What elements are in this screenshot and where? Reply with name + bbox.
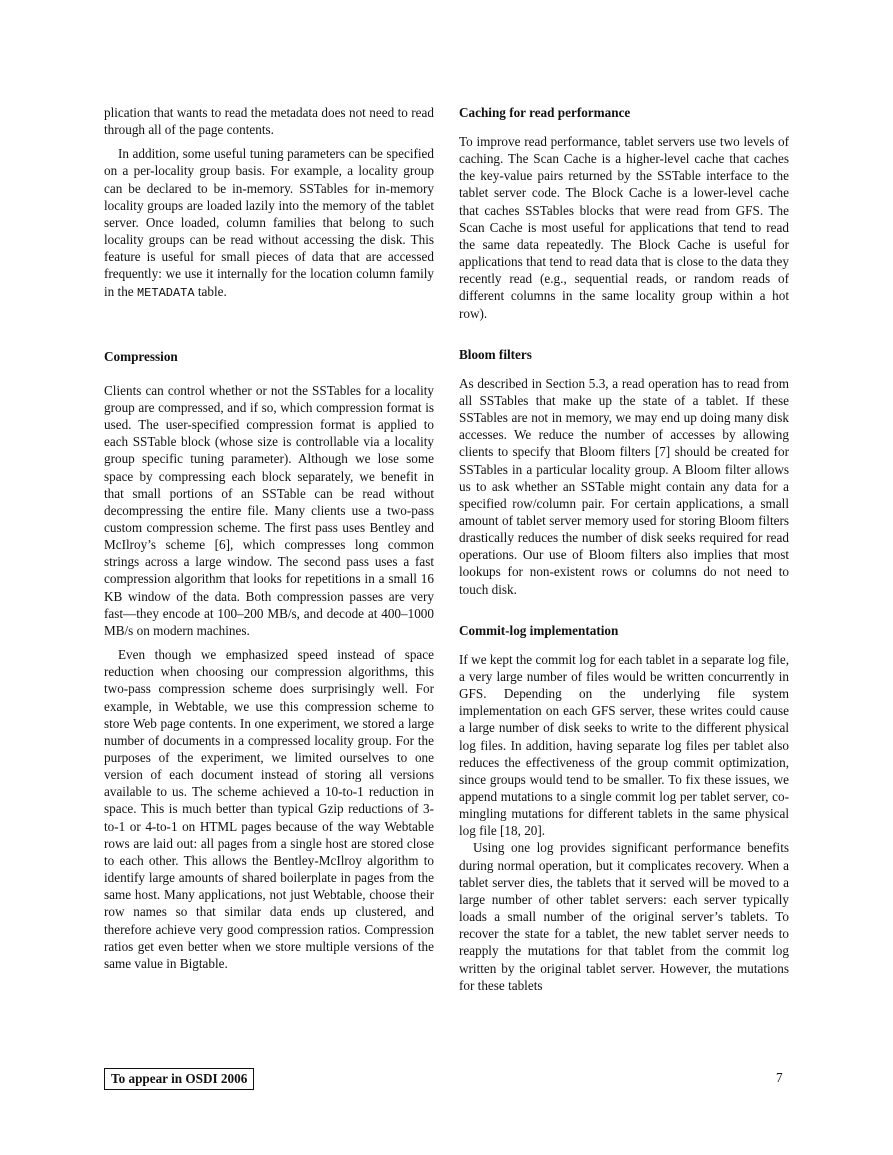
section-heading-compression: Compression <box>104 348 178 364</box>
paragraph: As described in Section 5.3, a read operation has to read from all SSTables that make up the state of a tablet. If these SSTables are not in memory, we may end up doing many disk accesses. We reduce the number of accesses by allowing clients to specify that Bloom filters [7] should be created for SSTables in a particular locality group. A Bloom filter allows us to ask whether an SSTable might contain any data for a specified row/column pair. For certain applications, a small amount of tablet server memory used for storing Bloom filters drastically reduces the number of disk seeks required for read operations. Our use of Bloom filters also implies that most lookups for non-existent rows or columns do not need to touch disk. <box>459 375 789 597</box>
section-heading-bloom-filters: Bloom filters <box>459 346 532 362</box>
section-heading-commit-log: Commit-log implementation <box>459 622 619 638</box>
paragraph: If we kept the commit log for each tablet in a separate log file, a very large number of files would be written concurrently in GFS. Depending on the underlying file system implementation on each GFS server, these writes could cause a large number of disk seeks to write to the different physical log files. In addition, having separate log files per tablet also reduces the effectiveness of the group commit optimization, since groups would tend to be smaller. To fix these issues, we append mutations to a single commit log per tablet server, co-mingling mutations for different tablets in the same physical log file [18, 20]. <box>459 651 789 839</box>
section-heading-caching: Caching for read performance <box>459 105 631 120</box>
paragraph: To improve read performance, tablet servers use two levels of caching. The Scan Cache is a higher-level cache that caches the key-value pairs returned by the SSTable interface to the tablet server code. The Block Cache is a lower-level cache that caches SSTables blocks that were read from GFS. The Scan Cache is most useful for applications that tend to read the same data repeatedly. The Block Cache is useful for applications that tend to read data that is close to the data they recently read (e.g., sequential reads, or random reads of different columns in the same locality group within a hot row). <box>459 134 789 321</box>
page-number: 7 <box>776 1070 783 1085</box>
paragraph <box>104 145 434 301</box>
paragraph: Clients can control whether or not the SSTables for a locality group are compressed, and if so, which compression format is used. The user-specified compression format is applied to each SSTable block (whose size is controllable via a locality group specific tuning parameter). Although we lose some space by compressing each block separately, we benefit in that small portions of an SSTable can be read without decompressing the entire file. Many clients use a two-pass custom compression scheme. The first pass uses Bentley and McIlroy’s scheme [6], which compresses long common strings across a large window. The second pass uses a fast compression algorithm that looks for repetitions in a small 16 KB window of the data. Both compression passes are very fast—they encode at 100–200 MB/s, and decode at 400–1000 MB/s on modern machines. <box>104 382 434 638</box>
venue-label: To appear in OSDI 2006 <box>104 1068 254 1090</box>
left-column <box>104 104 434 972</box>
right-column <box>459 104 789 994</box>
paragraph: Even though we emphasized speed instead of space reduction when choosing our compression algorithms, this two-pass compression scheme does surprisingly well. For example, in Webtable, we use this compression scheme to store Web page contents. In one experiment, we stored a large number of documents in a compressed locality group. For the purposes of the experiment, we limited ourselves to one version of each document instead of storing all versions available to us. The scheme achieved a 10-to-1 reduction in space. This is much better than typical Gzip reductions of 3-to-1 or 4-to-1 on HTML pages because of the way Webtable rows are laid out: all pages from a single host are stored close to each other. This allows the Bentley-McIlroy algorithm to identify large amounts of shared boilerplate in pages from the same host. Many applications, not just Webtable, choose their row names so that similar data ends up clustered, and therefore achieve very good compression ratios. Compression ratios get even better when we store multiple versions of the same value in Bigtable. <box>104 647 434 971</box>
metadata-table-name: METADATA <box>136 285 195 300</box>
paragraph: Using one log provides significant performance benefits during normal operation, but it complicates recovery. When a tablet server dies, the tablets that it served will be moved to a large number of other tablet servers: each server typically loads a small number of the original server’s tablets. To recover the state for a tablet, the new tablet server needs to reapply the mutations for that tablet from the commit log written by the original tablet server. However, the mutations for these tablets <box>459 840 789 993</box>
paragraph: plication that wants to read the metadata does not need to read through all of the page contents. <box>104 105 434 138</box>
paragraph-text: In addition, some useful tuning parameters can be specified on a per-locality group basis. For example, a locality group can be declared to be in-memory. SSTables for in-memory locality groups are loaded lazily into the memory of the tablet server. Once loaded, column families that belong to such locality groups can be read without accessing the disk. This feature is useful for small pieces of data that are accessed frequently: we use it internally for the location column family in the <box>104 146 434 299</box>
paragraph-text: table. <box>194 283 227 299</box>
